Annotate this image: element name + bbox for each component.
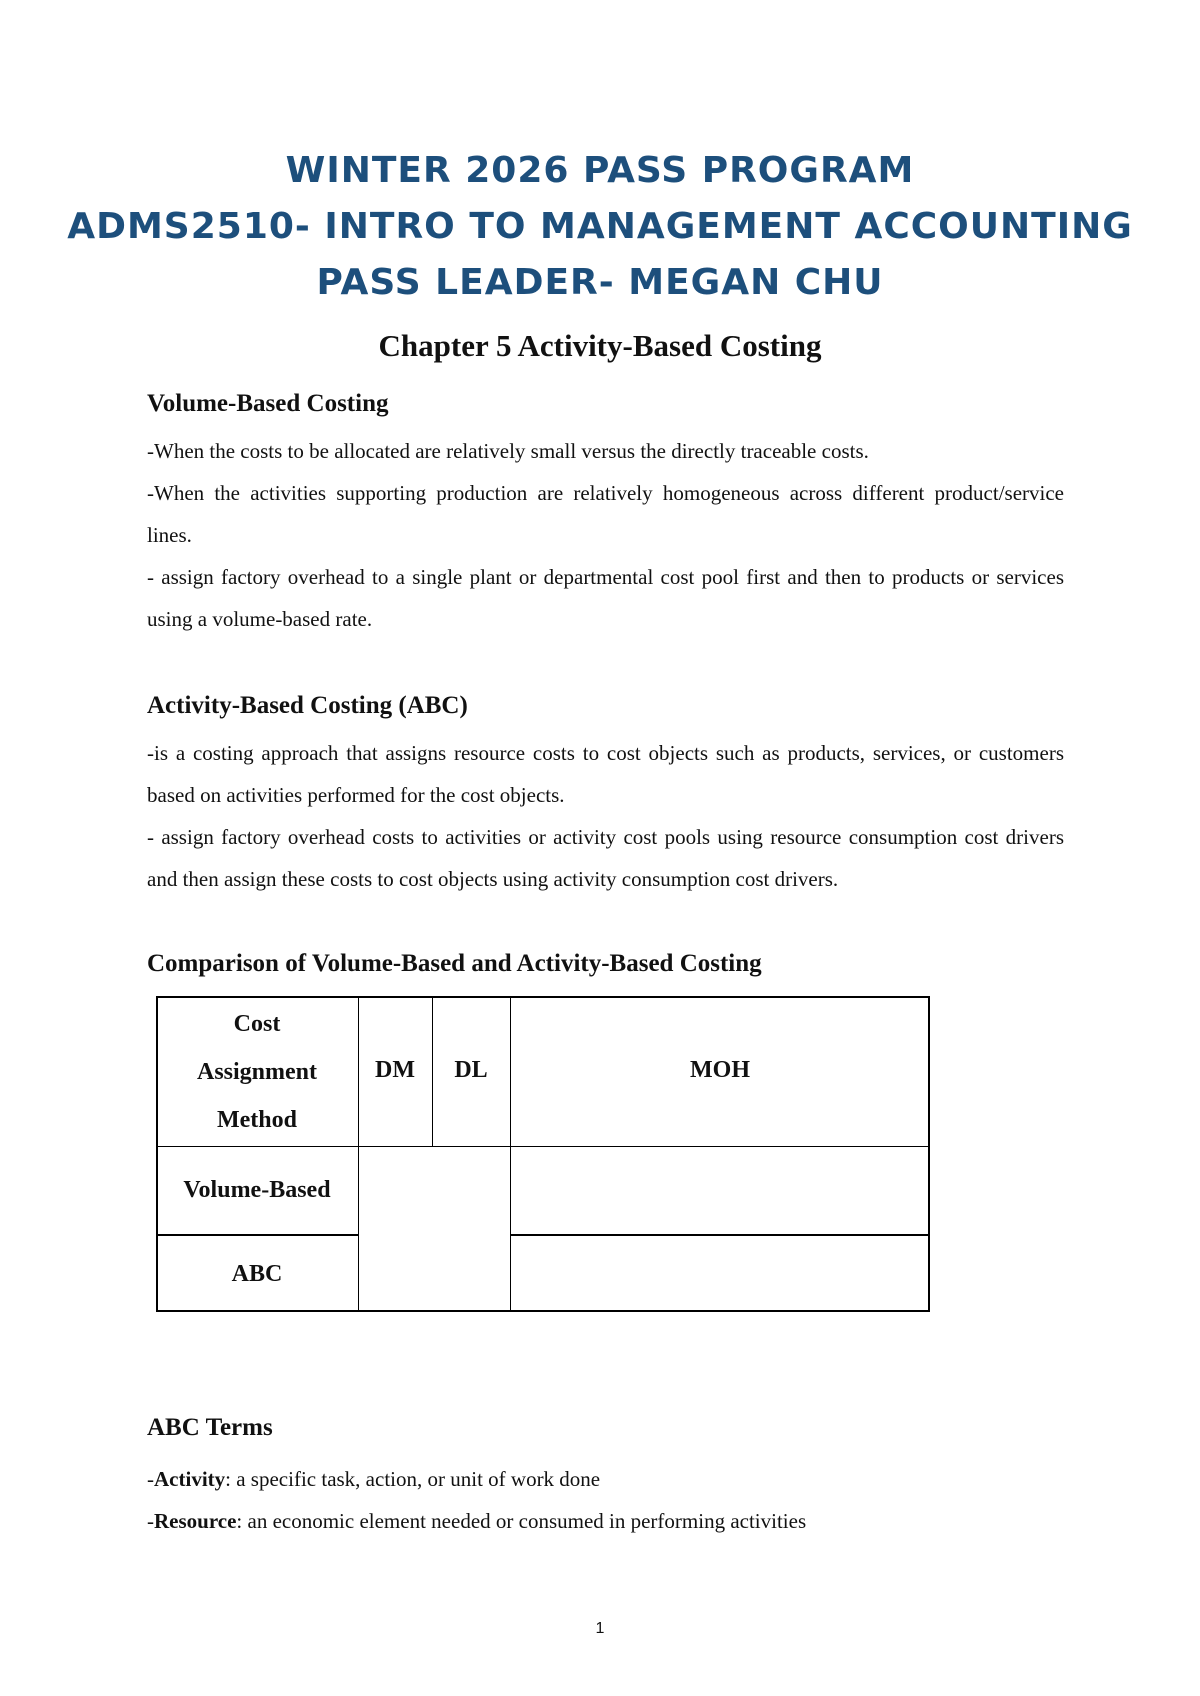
volume-based-point-1: -When the costs to be allocated are relatively small versus the directly traceable costs. [147,439,869,463]
table-border-right [928,996,930,1312]
term-resource-definition: : an economic element needed or consumed in performing activities [236,1509,807,1533]
program-title: WINTER 2026 PASS PROGRAM [285,150,915,191]
term-activity-name: Activity [154,1467,226,1491]
comparison-heading: Comparison of Volume-Based and Activity-Based Costing [147,950,762,977]
term-activity-definition: : a specific task, action, or unit of work done [225,1467,601,1491]
table-divider-row-moh [510,1234,930,1236]
term-activity-prefix: - [147,1467,154,1491]
header-method-line-3: Method [217,1107,297,1133]
row-volume-based: Volume-Based [183,1177,331,1203]
leader-title: PASS LEADER- MEGAN CHU [316,262,884,303]
table-divider-method [358,996,359,1312]
term-resource-prefix: - [147,1509,154,1533]
header-cost-assignment-method [156,1000,358,1144]
header-method-line-2: Assignment [196,1059,317,1085]
table-border-bottom [156,1310,930,1312]
term-resource-name: Resource [154,1509,237,1533]
header-dm: DM [375,1057,415,1083]
row-abc: ABC [231,1261,283,1287]
comparison-table [156,996,930,1312]
abc-heading: Activity-Based Costing (ABC) [147,692,468,719]
header-method-line-1: Cost [233,1011,281,1037]
table-divider-row-method [156,1234,358,1236]
volume-based-point-3: - assign factory overhead to a single plant or departmental cost pool first and then to products or services using a volume-based rate. [147,565,1064,631]
header-moh: MOH [690,1057,750,1083]
table-border-top [156,996,930,998]
table-divider-moh [510,996,511,1312]
page-number: 1 [595,1620,605,1637]
header-dl: DL [454,1057,488,1083]
table-divider-header [156,1146,930,1147]
course-title: ADMS2510- INTRO TO MANAGEMENT ACCOUNTING [67,206,1133,247]
abc-point-1: -is a costing approach that assigns resource costs to cost objects such as products, services, or customers based on activities performed for the cost objects. [147,741,1064,807]
volume-based-heading: Volume-Based Costing [147,390,389,417]
term-activity [147,1458,1064,1500]
term-resource [147,1500,1064,1542]
abc-point-2: - assign factory overhead costs to activities or activity cost pools using resource consumption cost drivers and then assign these costs to cost objects using activity consumption cost drivers. [147,825,1064,891]
abc-terms-heading: ABC Terms [147,1414,273,1441]
chapter-title: Chapter 5 Activity-Based Costing [378,328,822,363]
volume-based-point-2: -When the activities supporting production are relatively homogeneous across different product/service lines. [147,481,1064,547]
